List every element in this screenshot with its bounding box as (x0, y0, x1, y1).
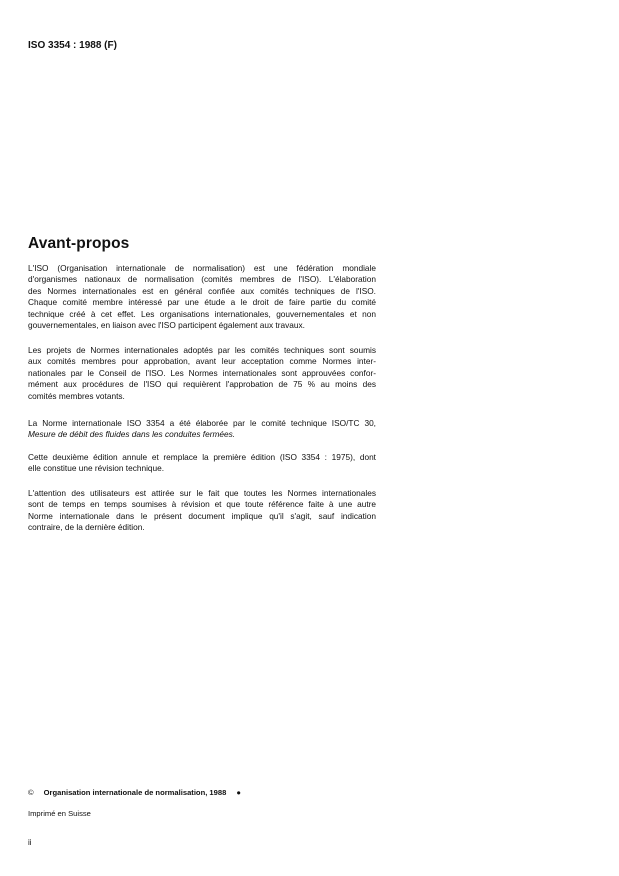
text-line: mément aux procédures de l'ISO qui requièrent l'approbation de 75 % au moins des (28, 379, 376, 390)
paragraph-iso-intro (28, 263, 376, 331)
text-line: technique créé à cet effet. Les organisations internationales, gouvernementales et non (28, 308, 376, 319)
text-line: elle constitue une révision technique. (28, 463, 165, 474)
text-line: Les projets de Normes internationales adoptés par les comités techniques sont soumis (28, 345, 376, 355)
page-number: ii (28, 838, 32, 847)
text-line: contraire, de la dernière édition. (28, 522, 145, 533)
text-line: nationales par le Conseil de l'ISO. Les Normes internationales sont approuvées confor- (28, 367, 376, 378)
copyright-text: Organisation internationale de normalisation, 1988 (43, 788, 227, 797)
copyright-icon: © (28, 788, 34, 797)
paragraph-revision-notice (28, 488, 376, 534)
text-line: des Normes internationales est en général confiée aux comités techniques de l'ISO. (28, 285, 376, 296)
text-line: d'organismes nationaux de normalisation (comités membres de l'ISO). L'élaboration (28, 274, 376, 285)
text-line: Cette deuxième édition annule et remplace la première édition (ISO 3354 : 1975), dont (28, 452, 376, 462)
paragraph-committee (28, 418, 376, 441)
standard-title-italic: Mesure de débit des fluides dans les conduites fermées. (28, 429, 236, 440)
printed-in: Imprimé en Suisse (28, 809, 91, 818)
text-line: La Norme internationale ISO 3354 a été élaborée par le comité technique ISO/TC 30, (28, 418, 376, 428)
text-line: L'ISO (Organisation internationale de normalisation) est une fédération mondiale (28, 263, 376, 273)
section-title: Avant-propos (28, 235, 130, 252)
text-line: Chaque comité membre intéressé par une étude a le droit de faire partie du comité (28, 297, 376, 308)
text-line: Norme internationale dans le présent document implique qu'il s'agit, sauf indication (28, 510, 376, 521)
paragraph-edition (28, 452, 376, 475)
text-line: aux comités membres pour approbation, avant leur acceptation comme Normes inter- (28, 356, 376, 367)
document-id-header: ISO 3354 : 1988 (F) (28, 40, 117, 51)
text-line: sont de temps en temps soumises à révision et que toute référence faite à une autre (28, 499, 376, 510)
copyright-notice (28, 788, 241, 797)
text-line: comités membres votants. (28, 390, 125, 401)
bullet-icon: ● (236, 788, 241, 797)
paragraph-approval (28, 345, 376, 402)
text-line: L'attention des utilisateurs est attirée sur le fait que toutes les Normes internationales (28, 488, 376, 498)
text-line: gouvernementales, en liaison avec l'ISO participent également aux travaux. (28, 319, 305, 330)
